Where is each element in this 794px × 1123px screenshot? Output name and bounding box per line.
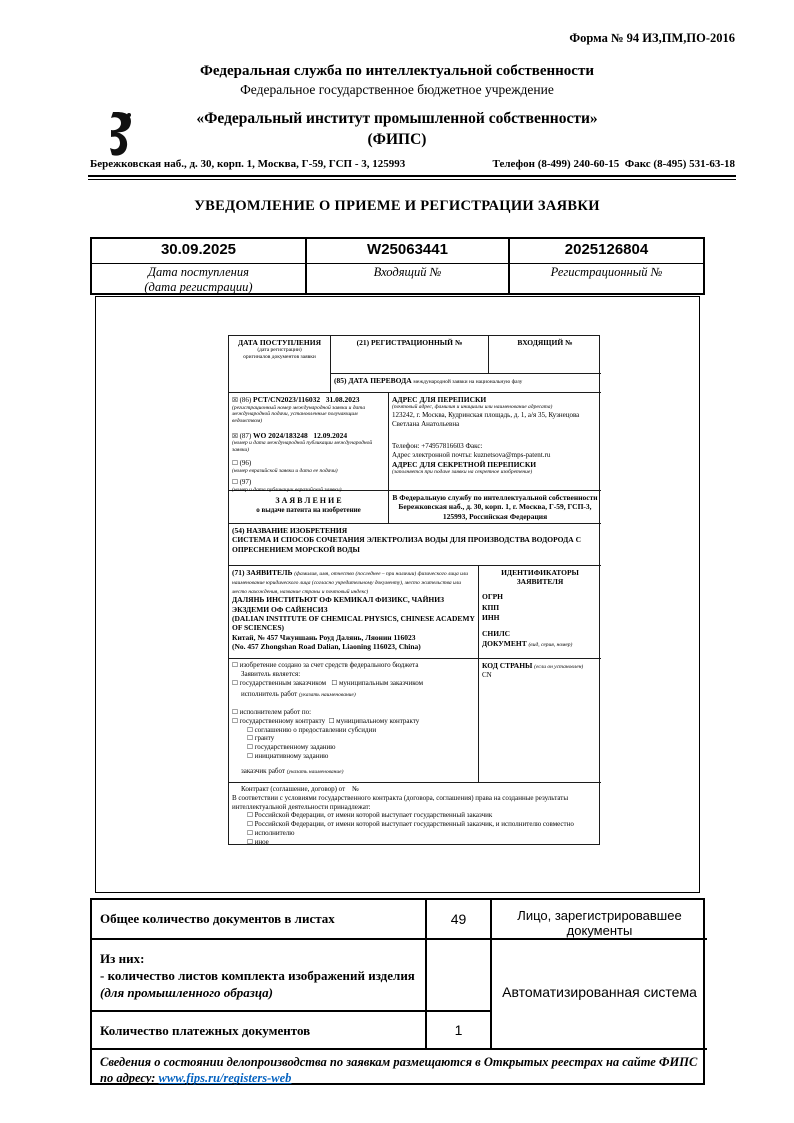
field-87-note: (номер и дата международной публикации международной заявки) <box>232 440 373 453</box>
checkbox-empty-icon: ☐ <box>247 725 253 734</box>
checkbox-checked-icon: ☒ <box>232 431 238 440</box>
applicant-address-ru: Китай, № 457 Чжуншань Роуд Далянь, Ляонин 116023 <box>232 632 416 642</box>
form-receipt-date-title: ДАТА ПОСТУПЛЕНИЯ <box>237 338 322 347</box>
budget-initiative-task-label: инициативному заданию <box>254 751 329 760</box>
budget-cell <box>229 659 479 783</box>
identifier-document-note: (вид, серия, номер) <box>528 642 573 649</box>
applicant-cell <box>229 566 479 659</box>
header-divider <box>88 175 736 180</box>
invention-name-label: (54) НАЗВАНИЕ ИЗОБРЕТЕНИЯ <box>232 526 348 535</box>
checkbox-empty-icon: ☐ <box>232 459 238 468</box>
form-translation-date-cell <box>331 374 601 393</box>
form-translation-date-note: международной заявки на национальную фазу <box>413 379 523 385</box>
contract-option-rf-joint: Российской Федерации, от имени которой выступает государственный заказчик, и исполнителю совместно <box>254 820 574 828</box>
incoming-number-value: W25063441 <box>307 239 510 263</box>
correspondence-title: АДРЕС ДЛЯ ПЕРЕПИСКИ <box>392 395 487 404</box>
checkbox-empty-icon: ☐ <box>247 828 253 837</box>
field-86-value: PCT/CN2023/116032 31.08.2023 <box>253 395 360 404</box>
contract-option-other: иное <box>254 837 269 846</box>
checkbox-empty-icon: ☐ <box>247 743 253 751</box>
correspondence-address-line2: Светлана Анатольевна <box>392 419 460 428</box>
correspondence-note: (почтовый адрес, фамилия и инициалы или наименование адресата) <box>392 404 553 411</box>
identifier-snils: СНИЛС <box>482 628 511 638</box>
correspondence-phone: Телефон: +74957816603 Факс: <box>392 442 483 451</box>
applicant-label: (71) ЗАЯВИТЕЛЬ <box>232 568 293 577</box>
agency-name: Федеральная служба по интеллектуальной собственности <box>200 63 594 79</box>
incoming-number-label: Входящий № <box>307 263 510 293</box>
form-incoming-number-label: ВХОДЯЩИЙ № <box>517 338 573 347</box>
institute-address: Бережковская наб., д. 30, корп. 1, Москва, Г-59, ГСП - 3, 125993 <box>90 158 406 170</box>
invention-name-value: СИСТЕМА И СПОСОБ СОЧЕТАНИЯ ЭЛЕКТРОЛИЗА ВОДЫ ДЛЯ ПРОИЗВОДСТВА ВОДОРОДА С ОПРЕСНЕНИЕМ МОРСКОЙ ВОДЫ <box>232 535 581 554</box>
checkbox-checked-icon: ☒ <box>232 396 238 404</box>
open-registers-link[interactable]: www.fips.ru/registers-web <box>158 1071 292 1085</box>
invention-name-cell <box>229 524 601 566</box>
checkbox-empty-icon: ☐ <box>232 477 238 486</box>
contract-option-executor: исполнителю <box>254 828 295 837</box>
page-title: УВЕДОМЛЕНИЕ О ПРИЕМЕ И РЕГИСТРАЦИИ ЗАЯВКИ <box>194 198 600 214</box>
footer-note-text: Сведения о состоянии делопроизводства по заявкам размещаются в Открытых реестрах на сайте ФИПС по адресу: <box>100 1055 698 1085</box>
checkbox-empty-icon: ☐ <box>232 678 238 687</box>
contract-line: Контракт (соглашение, договор) от № <box>241 785 359 793</box>
form-intl-numbers-cell <box>229 393 389 491</box>
form-reg-number-cell <box>331 336 489 374</box>
images-sheets-label <box>92 940 427 1012</box>
applicant-note: (фамилия, имя, отчество (последнее – при наличии) физического лица или наименование юридического лица (согласно учредительному документу), место жительства или место нахождения, название страны и почтовый индекс) <box>232 571 468 595</box>
identifier-document-label: ДОКУМЕНТ <box>482 639 527 649</box>
country-code-cell <box>479 659 601 783</box>
country-code-value: CN <box>482 670 492 679</box>
total-documents-label: Общее количество документов в листах <box>92 900 427 940</box>
form-receipt-date-note1: (дата регистрации) <box>257 347 302 354</box>
budget-executor-label: исполнитель работ <box>241 690 299 699</box>
applicant-name-ru: ДАЛЯНЬ ИНСТИТЬЮТ ОФ КЕМИКАЛ ФИЗИКС, ЧАЙНИЗ ЭКЗДЕМИ ОФ САЙЕНСИЗ <box>232 595 445 614</box>
field-87-value: WO 2024/183248 12.09.2024 <box>253 430 348 440</box>
registration-table <box>90 237 705 295</box>
checkbox-empty-icon: ☐ <box>232 716 238 725</box>
budget-works-customer-label: заказчик работ <box>241 766 287 775</box>
statement-title: З А Я В Л Е Н И Е <box>275 496 342 505</box>
registration-number-label: Регистрационный № <box>510 263 703 293</box>
images-sheets-label-line1: Из них: <box>100 951 145 966</box>
contract-cell <box>229 783 601 846</box>
checkbox-empty-icon: ☐ <box>331 678 338 687</box>
identifier-kpp: КПП <box>482 603 500 613</box>
statement-cell <box>229 491 389 524</box>
identifier-ogrn: ОГРН <box>482 591 504 601</box>
budget-state-contract-label: государственному контракту <box>239 716 326 725</box>
institute-name: «Федеральный институт промышленной собственности» <box>196 110 598 127</box>
budget-municipal-customer-label: муниципальным заказчиком <box>338 678 424 687</box>
receipt-date-value: 30.09.2025 <box>92 239 307 263</box>
form-incoming-number-cell <box>489 336 601 374</box>
secret-correspondence-note: (заполняется при подаче заявки на секретное изобретение) <box>392 469 533 476</box>
checkbox-empty-icon: ☐ <box>328 716 335 725</box>
country-code-label: КОД СТРАНЫ <box>482 661 533 670</box>
statement-addressee-line3: 125993, Российская Федерация <box>442 511 548 521</box>
field-86-label: (86) <box>239 396 252 404</box>
payment-documents-label: Количество платежных документов <box>92 1012 427 1050</box>
field-86-note: (регистрационный номер международной заявки и дата международной подачи, установленные получающим ведомством) <box>232 404 366 424</box>
identifiers-title-line1: ИДЕНТИФИКАТОРЫ <box>501 568 579 577</box>
checkbox-empty-icon: ☐ <box>247 820 253 828</box>
contract-rights-intro: В соответствии с условиями государственного контракта (договора, соглашения) права на созданные результаты интеллектуальной деятельности принадлежат: <box>232 793 569 811</box>
form-number: Форма № 94 ИЗ,ПМ,ПО-2016 <box>569 31 735 45</box>
budget-subsidy-label: соглашению о предоставлении субсидии <box>254 725 377 734</box>
institute-abbr: (ФИПС) <box>367 131 427 148</box>
registered-by-value: Автоматизированная система <box>492 940 707 1050</box>
checkbox-empty-icon: ☐ <box>247 734 253 743</box>
checkbox-empty-icon: ☐ <box>232 708 238 716</box>
field-96-note: (номер евразийской заявки и дата ее подачи) <box>232 468 338 475</box>
budget-state-task-label: государственному заданию <box>254 743 336 751</box>
budget-municipal-contract-label: муниципальному контракту <box>336 716 420 725</box>
documents-summary-table <box>90 898 705 1085</box>
identifier-inn: ИНН <box>482 612 500 622</box>
checkbox-empty-icon: ☐ <box>247 751 253 760</box>
checkbox-empty-icon: ☐ <box>247 837 253 846</box>
budget-executor-note: (указать наименование) <box>298 692 356 699</box>
statement-subtitle: о выдаче патента на изобретение <box>256 506 361 514</box>
checkbox-empty-icon: ☐ <box>232 661 238 669</box>
images-sheets-label-line2: - количество листов комплекта изображений изделия <box>100 968 415 983</box>
budget-applicant-is-label: Заявитель является: <box>241 669 301 678</box>
application-form <box>228 335 600 845</box>
receipt-date-label-line2: (дата регистрации) <box>144 280 253 294</box>
secret-correspondence-title: АДРЕС ДЛЯ СЕКРЕТНОЙ ПЕРЕПИСКИ <box>392 459 537 469</box>
identifiers-cell <box>479 566 601 659</box>
form-receipt-date-note2: оригиналов документов заявки <box>243 353 316 360</box>
registered-by-label: Лицо, зарегистрировавшее документы <box>492 900 707 940</box>
form-receipt-date-cell <box>229 336 331 393</box>
applicant-name-en: (DALIAN INSTITUTE OF CHEMICAL PHYSICS, CHINESE ACADEMY OF SCIENCES) <box>232 614 475 633</box>
receipt-date-label-line1: Дата поступления <box>148 265 249 279</box>
institute-phone-fax: Телефон (8-499) 240-60-15 Факс (8-495) 531-63-18 <box>492 158 735 170</box>
correspondence-email: Адрес электронной почты: kuznetsova@mps-patent.ru <box>392 451 551 460</box>
budget-federal-label: изобретение создано за счет средств федерального бюджета <box>239 661 419 669</box>
applicant-address-en: (No. 457 Zhongshan Road Dalian, Liaoning 116023, China) <box>232 642 421 652</box>
total-documents-value: 49 <box>427 900 492 940</box>
statement-addressee-line1: В Федеральную службу по интеллектуальной собственности <box>392 493 598 502</box>
form-translation-date-label: (85) ДАТА ПЕРЕВОДА <box>334 376 412 385</box>
checkbox-empty-icon: ☐ <box>247 811 253 820</box>
payment-documents-value: 1 <box>427 1012 492 1050</box>
form-reg-number-label: (21) РЕГИСТРАЦИОННЫЙ № <box>356 338 463 347</box>
images-sheets-label-line3: (для промышленного образца) <box>100 985 273 1000</box>
footer-note <box>92 1050 707 1087</box>
field-96-label: (96) <box>239 459 252 468</box>
agency-type: Федеральное государственное бюджетное учреждение <box>240 82 554 97</box>
budget-executor-of-works-label: исполнителем работ по: <box>239 708 312 716</box>
country-code-note: (если он установлен) <box>534 664 584 670</box>
field-87-label: (87) <box>239 431 252 440</box>
images-sheets-value <box>427 940 492 1012</box>
form-correspondence-cell <box>389 393 601 491</box>
field-97-note: (номер и дата публикации евразийской заявки) <box>232 486 342 493</box>
budget-works-customer-note: (указать наименование) <box>286 768 344 775</box>
statement-addressee-line2: Бережковская наб., д. 30, корп. 1, г. Москва, Г-59, ГСП-3, <box>398 502 592 512</box>
budget-state-customer-label: государственным заказчиком <box>239 678 327 687</box>
budget-grant-label: гранту <box>254 734 275 743</box>
field-97-label: (97) <box>239 477 252 486</box>
contract-option-rf: Российской Федерации, от имени которой выступает государственный заказчик <box>254 811 493 820</box>
receipt-date-label <box>92 263 307 293</box>
correspondence-address-line1: 123242, г. Москва, Кудринская площадь, д. 1, а/я 35, Кузнецова <box>392 410 580 419</box>
identifiers-title-line2: ЗАЯВИТЕЛЯ <box>516 577 564 587</box>
statement-addressee-cell <box>389 491 601 524</box>
registration-number-value: 2025126804 <box>564 241 649 258</box>
